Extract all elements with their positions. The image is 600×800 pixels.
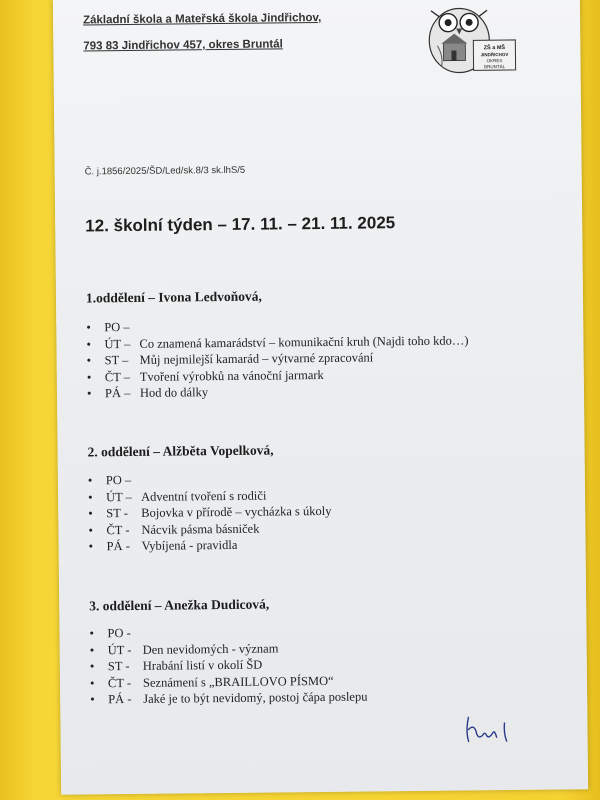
activity-text: Jaké je to být nevidomý, postoj čápa poslepu	[143, 689, 368, 706]
list-item	[89, 537, 332, 556]
section-3-heading: 3. oddělení – Anežka Dudicová,	[89, 596, 270, 614]
activity-text: Adventní tvoření s rodiči	[140, 488, 267, 504]
day-label: ÚT –	[105, 489, 132, 504]
section-1-heading: 1.oddělení – Ivona Ledvoňová,	[85, 288, 262, 306]
document-sheet	[53, 0, 588, 795]
day-label: ST -	[106, 506, 128, 521]
day-label: ST –	[104, 353, 129, 368]
day-label: ÚT –	[104, 336, 131, 351]
activity-text: Seznámení s „BRAILLOVO PÍSMO“	[142, 673, 334, 690]
logo-text-line4: BRUNTÁL	[484, 64, 506, 70]
logo-text-line3: OKRES	[486, 58, 503, 64]
section-1-list	[86, 316, 469, 402]
day-label: PO -	[107, 626, 131, 641]
day-label: PO –	[104, 319, 130, 335]
logo-text-line1: ZŠ a MŠ	[483, 45, 506, 52]
activity-text: Můj nejmilejší kamarád – výtvarné zpracování	[139, 350, 374, 367]
list-item	[90, 690, 367, 709]
day-label: ČT –	[104, 369, 131, 384]
day-label: ST -	[107, 659, 130, 674]
school-name: Základní škola a Mateřská škola Jindřichov,	[83, 11, 322, 27]
activity-text: Bojovka v přírodě – vycházka s úkoly	[141, 503, 332, 520]
day-label: ČT -	[106, 522, 130, 537]
day-label: PÁ –	[104, 385, 131, 401]
school-owl-logo	[423, 0, 520, 75]
section-3-list	[89, 624, 367, 709]
activity-text: Den nevidomých - význam	[142, 640, 279, 657]
day-label: ÚT -	[107, 642, 132, 657]
section-2-list	[88, 471, 332, 556]
list-item	[87, 382, 469, 403]
activity-text: Tvoření výrobků na vánoční jarmark	[139, 367, 324, 384]
reference-number: Č. j.1856/2025/ŠD/Led/sk.8/3 sk.lhS/5	[84, 164, 246, 178]
school-address: 793 83 Jindřichov 457, okres Bruntál	[83, 38, 283, 53]
day-label: PÁ -	[108, 691, 132, 707]
day-label: ČT -	[107, 675, 132, 690]
logo-text-line2: JINDŘICHOV	[480, 52, 509, 58]
page-title: 12. školní týden – 17. 11. – 21. 11. 2025	[85, 213, 396, 236]
activity-text: Co znamená kamarádství – komunikační kruh (Najdi toho kdo…)	[139, 332, 469, 351]
activity-text: Vybíjená - pravidla	[141, 537, 238, 553]
handwritten-signature	[460, 709, 520, 750]
activity-text: Hod do dálky	[139, 385, 209, 400]
day-label: PO –	[105, 472, 132, 488]
activity-text: Nácvik pásma básniček	[141, 521, 260, 537]
day-label: PÁ -	[106, 539, 130, 554]
section-2-heading: 2. oddělení – Alžběta Vopelková,	[87, 442, 274, 460]
activity-text: Hrabání listí v okolí ŠD	[142, 657, 263, 673]
